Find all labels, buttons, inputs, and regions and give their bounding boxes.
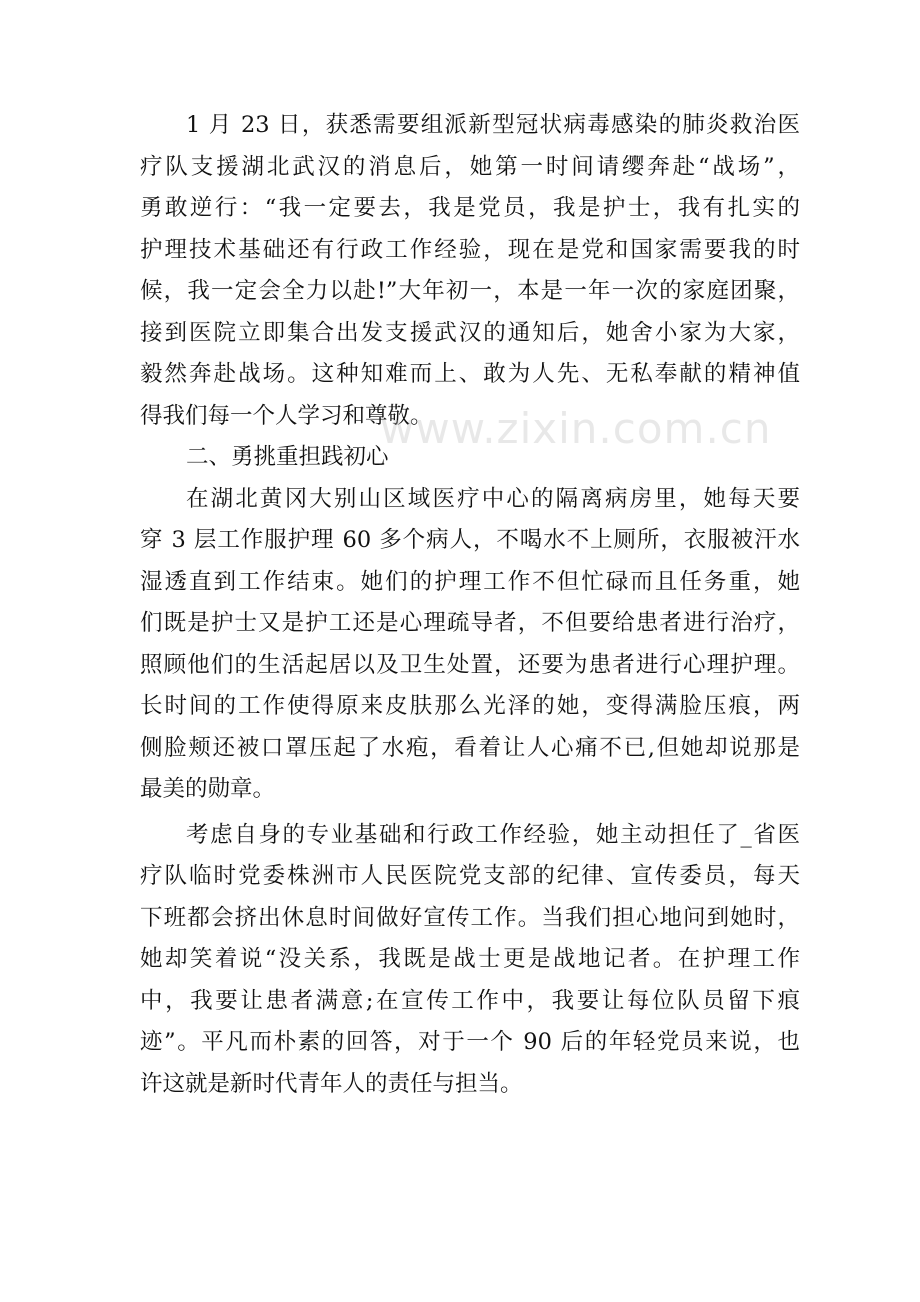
document-page xyxy=(140,105,800,1105)
text-line: 考虑自身的专业基础和行政工作经验，她主动担任了_省医 xyxy=(186,821,800,848)
text-line: 候，我一定会全力以赴!”大年初一，本是一年一次的家庭团聚， xyxy=(140,278,800,304)
text-line: 1 月 23 日，获悉需要组派新型冠状病毒感染的肺炎救治医 xyxy=(186,112,800,138)
text-line: 迹”。平凡而朴素的回答，对于一个 90 后的年轻党员来说，也 xyxy=(140,1029,800,1055)
text-line: 护理技术基础还有行政工作经验，现在是党和国家需要我的时 xyxy=(140,236,800,263)
text-line: 穿 3 层工作服护理 60 多个病人，不喝水不上厕所，衣服被汗水 xyxy=(140,527,800,553)
section-heading xyxy=(140,437,800,479)
text-line: 最美的勋章。 xyxy=(140,776,276,802)
text-line: 她却笑着说“没关系，我既是战士更是战地记者。在护理工作 xyxy=(140,946,800,972)
text-line: 疗队临时党委株洲市人民医院党支部的纪律、宣传委员，每天 xyxy=(140,863,800,889)
text-line: 长时间的工作使得原来皮肤那么光泽的她，变得满脸压痕，两 xyxy=(140,693,800,719)
text-line: 中，我要让患者满意;在宣传工作中，我要让每位队员留下痕 xyxy=(140,987,800,1014)
text-line: 下班都会挤出休息时间做好宣传工作。当我们担心地问到她时， xyxy=(140,904,800,931)
text-line: 们既是护士又是护工还是心理疏导者，不但要给患者进行治疗， xyxy=(140,610,800,636)
paragraph-1 xyxy=(140,105,800,437)
text-line: 湿透直到工作结束。她们的护理工作不但忙碌而且任务重，她 xyxy=(140,568,800,595)
text-line: 许这就是新时代青年人的责任与担当。 xyxy=(140,1070,523,1097)
paragraph-2 xyxy=(140,479,800,811)
text-line: 在湖北黄冈大别山区域医疗中心的隔离病房里，她每天要 xyxy=(186,485,800,512)
section-title: 二、勇挑重担践初心 xyxy=(186,444,389,470)
text-line: 勇敢逆行：“我一定要去，我是党员，我是护士，我有扎实的 xyxy=(140,195,800,221)
watermark: www.zixin.com.cn xyxy=(380,404,772,453)
text-line: 得我们每一个人学习和尊敬。 xyxy=(140,402,433,429)
paragraph-3 xyxy=(140,815,800,1106)
text-line: 疗队支援湖北武汉的消息后，她第一时间请缨奔赴“战场”， xyxy=(140,153,800,180)
text-line: 照顾他们的生活起居以及卫生处置，还要为患者进行心理护理。 xyxy=(140,651,800,678)
text-line: 接到医院立即集合出发支援武汉的通知后，她舍小家为大家， xyxy=(140,319,800,346)
text-line: 毅然奔赴战场。这种知难而上、敢为人先、无私奉献的精神值 xyxy=(140,361,800,387)
text-line: 侧脸颊还被口罩压起了水疱，看着让人心痛不已,但她却说那是 xyxy=(140,734,800,761)
